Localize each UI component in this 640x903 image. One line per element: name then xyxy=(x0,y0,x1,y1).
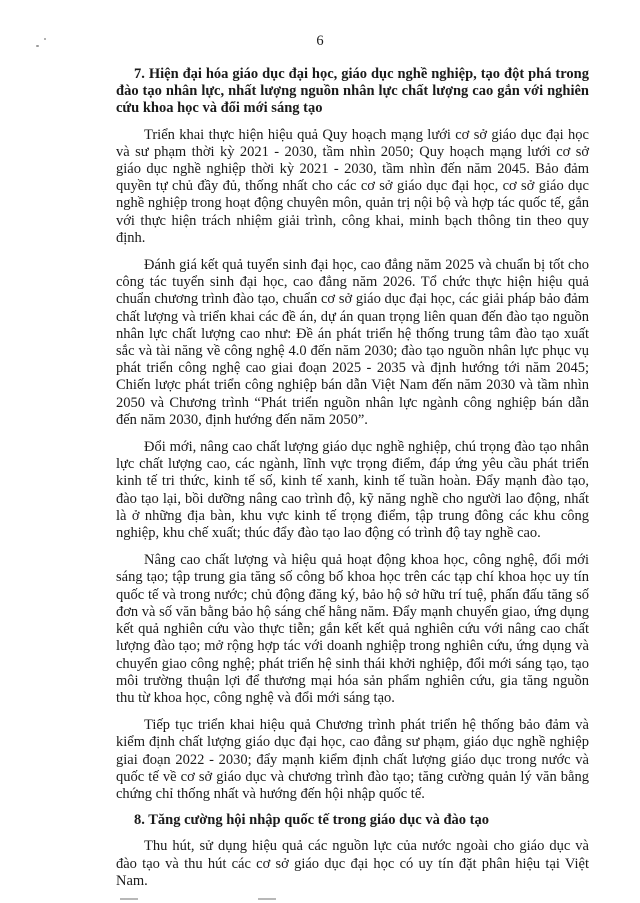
section-8-heading: 8. Tăng cường hội nhập quốc tế trong giáo dục và đào tạo xyxy=(134,812,489,829)
section-8-paragraph-1: Thu hút, sử dụng hiệu quả các nguồn lực của nước ngoài cho giáo dục và đào tạo và thu hút các cơ sở giáo dục đại học có uy tín đặt phân hiệu tại Việt Nam. xyxy=(116,838,589,889)
scan-edge-mark xyxy=(120,898,138,900)
section-7-paragraph-5: Tiếp tục triển khai hiệu quả Chương trình phát triển hệ thống bảo đảm và kiểm định chất lượng giáo dục đại học, cao đẳng sư phạm, giáo dục nghề nghiệp giai đoạn 2022 - 2030; đẩy mạnh kiểm định chất lượng giáo dục trong nước và quốc tế về cơ sở giáo dục và chương trình đào tạo; tăng cường quản lý văn bằng chứng chỉ thống nhất và hướng đến hội nhập quốc tế. xyxy=(116,717,589,802)
section-7-paragraph-1: Triển khai thực hiện hiệu quả Quy hoạch mạng lưới cơ sở giáo dục đại học và sư phạm thời kỳ 2021 - 2030, tầm nhìn 2050; Quy hoạch mạng lưới cơ sở giáo dục nghề nghiệp thời kỳ 2021 - 2030, tầm nhìn đến năm 2045. Bảo đảm quyền tự chủ đầy đủ, thống nhất cho các cơ sở giáo dục đại học, cơ sở giáo dục nghề nghiệp trong hoạt động chuyên môn, quản trị nội bộ và hợp tác quốc tế, gắn với thực hiện trách nhiệm giải trình, công khai, minh bạch thông tin theo quy định. xyxy=(116,126,589,246)
section-7-paragraph-3: Đổi mới, nâng cao chất lượng giáo dục nghề nghiệp, chú trọng đào tạo nhân lực chất lượng cao, các ngành, lĩnh vực trọng điểm, đáp ứng yêu cầu phát triển kinh tế tri thức, kinh tế số, kinh tế xanh, kinh tế tuần hoàn. Đẩy mạnh đào tạo, đào tạo lại, bồi dưỡng nâng cao trình độ, kỹ năng nghề cho người lao động, nhất là ở những địa bàn, khu vực kinh tế trọng điểm, tập trung đông các khu công nghiệp, khu chế xuất; thúc đẩy đào tạo lao động có trình độ tay nghề cao. xyxy=(116,439,589,542)
scan-edge-mark xyxy=(258,898,276,900)
section-7-paragraph-2: Đánh giá kết quả tuyển sinh đại học, cao đẳng năm 2025 và chuẩn bị tốt cho công tác tuyển sinh đại học, cao đẳng năm 2026. Tổ chức thực hiện hiệu quả chuẩn chương trình đào tạo, chuẩn cơ sở giáo dục đại học, các giải pháp bảo đảm chất lượng và triển khai các đề án, dự án quan trọng liên quan đến đào tạo nguồn nhân lực chất lượng cao như: Đề án phát triển hệ thống trung tâm đào tạo xuất sắc và tài năng về công nghệ 4.0 đến năm 2030; đào tạo nguồn nhân lực phục vụ phát triển công nghệ cao giai đoạn 2025 - 2035 và định hướng tới năm 2045; Chiến lược phát triển công nghiệp bán dẫn Việt Nam đến năm 2030 và tầm nhìn 2050 và Chương trình “Phát triển nguồn nhân lực ngành công nghiệp bán dẫn đến năm 2030, định hướng đến năm 2050”. xyxy=(116,257,589,428)
section-7-paragraph-4: Nâng cao chất lượng và hiệu quả hoạt động khoa học, công nghệ, đổi mới sáng tạo; tập trung gia tăng số công bố khoa học trên các tạp chí khoa học uy tín quốc tế và trong nước; chủ động đăng ký, bảo hộ sở hữu trí tuệ, phấn đấu tăng số đơn và số văn bằng bảo hộ sáng chế hằng năm. Đẩy mạnh chuyển giao, ứng dụng kết quả nghiên cứu vào thực tiễn; gắn kết kết quả nghiên cứu với nâng cao chất lượng đào tạo; mở rộng hợp tác với doanh nghiệp trong nghiên cứu, ứng dụng và chuyển giao công nghệ; phát triển hệ sinh thái khởi nghiệp, đổi mới sáng tạo, tạo môi trường thuận lợi để thương mại hóa sản phẩm nghiên cứu, gia tăng nguồn thu từ khoa học, công nghệ và đổi mới sáng tạo. xyxy=(116,552,589,706)
page-number: 6 xyxy=(316,33,324,49)
document-body xyxy=(116,66,589,890)
section-7-heading: 7. Hiện đại hóa giáo dục đại học, giáo dục nghề nghiệp, tạo đột phá trong đào tạo nhân lực, nhất lượng nguồn nhân lực chất lượng cao gắn với nghiên cứu khoa học và đổi mới sáng tạo xyxy=(116,66,589,117)
